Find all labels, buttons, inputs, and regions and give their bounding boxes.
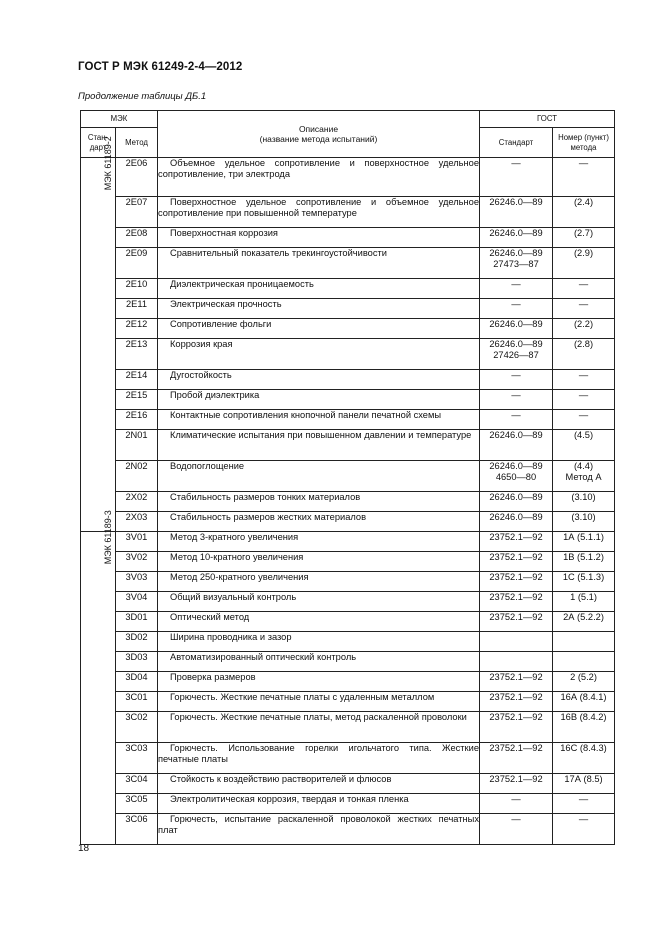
gost-method-number-line: (3.10) [571,492,596,502]
method-description: Электрическая прочность [158,299,480,319]
gost-standard [480,672,553,692]
gost-method-number [553,319,615,339]
gost-standard [480,461,553,492]
gost-standard-line: 23752.1—92 [489,592,543,602]
gost-method-number [553,774,615,794]
header-gost: ГОСТ [480,111,615,128]
gost-standard-line: 26246.0—89 [489,197,543,207]
table-row [81,774,615,794]
method-code: 2E09 [116,248,158,279]
method-code: 3D01 [116,612,158,632]
method-code: 3C05 [116,794,158,814]
table-row [81,692,615,712]
gost-method-number [553,794,615,814]
gost-method-number-line: (4.4) [573,461,594,471]
table-row [81,672,615,692]
header-description [158,111,480,158]
gost-method-number-line: — [578,279,589,289]
gost-method-number-line: 2А (5.2.2) [563,612,604,622]
method-code: 2X03 [116,512,158,532]
gost-method-number [553,552,615,572]
method-code: 2E15 [116,390,158,410]
table-row [81,430,615,461]
gost-standard-line: — [511,814,521,824]
gost-method-number-line: (2.2) [573,319,594,329]
gost-method-number [553,492,615,512]
gost-method-number-line: 1С (5.1.3) [562,572,605,582]
gost-standard-line: 23752.1—92 [489,532,543,542]
gost-method-number [553,390,615,410]
gost-method-number-line: 16В (8.4.2) [560,712,607,722]
table-row [81,461,615,492]
table-row [81,612,615,632]
header-gost-number [553,128,615,158]
table-row [81,743,615,774]
gost-method-number [553,197,615,228]
table-row [81,339,615,370]
table-row [81,552,615,572]
gost-standard-line: 23752.1—92 [489,612,543,622]
method-code: 2E12 [116,319,158,339]
method-code: 3D02 [116,632,158,652]
gost-method-number-line: 2 (5.2) [570,672,597,682]
header-description-sub: (название метода испытаний) [259,134,378,144]
method-code: 2E13 [116,339,158,370]
gost-standard [480,592,553,612]
method-code: 2E10 [116,279,158,299]
method-description: Общий визуальный контроль [158,592,480,612]
table-row [81,592,615,612]
gost-method-number-line: — [578,410,589,420]
table-row [81,248,615,279]
gost-standard [480,248,553,279]
gost-method-number [553,512,615,532]
gost-method-number-line: 1 (5.1) [570,592,597,602]
gost-method-number [553,672,615,692]
gost-standard [480,319,553,339]
method-code: 2E06 [116,158,158,197]
method-code: 3V01 [116,532,158,552]
gost-method-number [553,370,615,390]
gost-standard-line: 23752.1—92 [489,692,543,702]
gost-standard-line: 26246.0—89 [489,492,543,502]
table-row [81,814,615,845]
table-row [81,279,615,299]
method-description: Метод 10-кратного увеличения [158,552,480,572]
gost-method-number [553,279,615,299]
gost-standard-line: 23752.1—92 [489,672,543,682]
gost-standard [480,572,553,592]
gost-standard [480,430,553,461]
gost-method-number-line: — [578,814,589,824]
method-description: Горючесть. Жесткие печатные платы с удаленным металлом [158,692,480,712]
gost-standard [480,632,553,652]
table-row [81,632,615,652]
header-standard-l1: Стан- [87,133,109,142]
gost-method-number [553,461,615,492]
table-row [81,572,615,592]
gost-method-number-line: (2.7) [573,228,594,238]
gost-standard [480,410,553,430]
group-standard-label: МЭК 61189-2 [102,136,113,191]
gost-method-number-line: Метод А [565,471,602,482]
gost-method-number-line: — [578,158,589,168]
table-row [81,158,615,197]
table-caption: Продолжение таблицы ДБ.1 [78,91,207,102]
gost-standard-line: 26246.0—89 [489,339,543,349]
method-code: 2E11 [116,299,158,319]
gost-standard [480,228,553,248]
header-gost-number-l1: Номер (пункт) [558,133,609,142]
method-code: 2E14 [116,370,158,390]
gost-standard-line: — [511,158,521,168]
method-description: Диэлектрическая проницаемость [158,279,480,299]
gost-standard-line: 27426—87 [493,349,539,360]
method-code: 3V04 [116,592,158,612]
gost-method-number [553,743,615,774]
gost-standard [480,492,553,512]
method-code: 3D03 [116,652,158,672]
method-description: Автоматизированный оптический контроль [158,652,480,672]
gost-standard-line: 4650—80 [495,471,537,482]
document-title: ГОСТ Р МЭК 61249-2-4—2012 [78,61,243,73]
table-row [81,712,615,743]
gost-method-number [553,652,615,672]
method-code: 2E07 [116,197,158,228]
gost-standard-line: 23752.1—92 [489,552,543,562]
method-code: 3D04 [116,672,158,692]
gost-standard [480,743,553,774]
header-gost-standard: Стандарт [480,128,553,158]
method-description: Горючесть. Использование горелки игольчатого типа. Жесткие печатные платы [158,743,480,774]
gost-standard [480,370,553,390]
gost-standard-line: — [511,410,521,420]
gost-method-number [553,158,615,197]
gost-standard-line: 23752.1—92 [489,572,543,582]
gost-method-number [553,572,615,592]
method-description: Сопротивление фольги [158,319,480,339]
method-description: Стойкость к воздействию растворителей и флюсов [158,774,480,794]
header-description-title: Описание [298,124,339,134]
gost-method-number [553,248,615,279]
method-code: 3C04 [116,774,158,794]
gost-standard [480,814,553,845]
gost-method-number-line: — [578,299,589,309]
gost-standard [480,299,553,319]
table-row [81,492,615,512]
method-code: 3V02 [116,552,158,572]
gost-method-number-line: 17А (8.5) [564,774,603,784]
gost-method-number-line: (4.5) [573,430,594,440]
gost-method-number-line: (2.9) [573,248,594,258]
method-description: Поверхностная коррозия [158,228,480,248]
gost-standard-line: 26246.0—89 [489,228,543,238]
gost-standard [480,552,553,572]
method-code: 2N02 [116,461,158,492]
header-standard-l2: дарт [89,142,107,152]
gost-method-number [553,228,615,248]
gost-standard-line: 23752.1—92 [489,712,543,722]
gost-method-number-line: (2.8) [573,339,594,349]
method-code: 2E16 [116,410,158,430]
gost-standard-line: — [511,370,521,380]
method-code: 3C01 [116,692,158,712]
method-description: Метод 250-кратного увеличения [158,572,480,592]
method-description: Водопоглощение [158,461,480,492]
table-row [81,390,615,410]
table-row [81,532,615,552]
gost-method-number [553,592,615,612]
gost-method-number [553,814,615,845]
gost-method-number-line: 1В (5.1.2) [563,552,604,562]
gost-method-number-line: (3.10) [571,512,596,522]
method-code: 3C06 [116,814,158,845]
method-description: Электролитическая коррозия, твердая и тонкая пленка [158,794,480,814]
table-row [81,228,615,248]
gost-method-number-line: — [578,370,589,380]
gost-method-number [553,339,615,370]
gost-standard [480,652,553,672]
method-description: Контактные сопротивления кнопочной панели печатной схемы [158,410,480,430]
method-code: 3C03 [116,743,158,774]
gost-standard [480,612,553,632]
gost-standard-line: 26246.0—89 [489,248,543,258]
method-description: Метод 3-кратного увеличения [158,532,480,552]
table-row [81,370,615,390]
method-description: Объемное удельное сопротивление и поверхностное удельное сопротивление, три электрода [158,158,480,197]
method-description: Проверка размеров [158,672,480,692]
group-standard-cell [81,510,116,845]
gost-method-number-line: — [578,390,589,400]
method-code: 2E08 [116,228,158,248]
method-description: Пробой диэлектрика [158,390,480,410]
gost-standard [480,512,553,532]
gost-method-number [553,692,615,712]
gost-standard [480,158,553,197]
gost-method-number [553,632,615,652]
method-code: 3V03 [116,572,158,592]
gost-standard-line: 26246.0—89 [489,461,543,471]
header-row-top [81,111,615,128]
gost-standard [480,390,553,410]
gost-standard [480,279,553,299]
method-description: Горючесть, испытание раскаленной проволокой жестких печатных плат [158,814,480,845]
method-description: Стабильность размеров тонких материалов [158,492,480,512]
method-description: Дугостойкость [158,370,480,390]
gost-method-number [553,712,615,743]
gost-method-number-line: (2.4) [573,197,594,207]
gost-standard-line: 26246.0—89 [489,430,543,440]
correspondence-table [80,110,615,845]
table-row [81,410,615,430]
gost-standard [480,712,553,743]
table-row [81,794,615,814]
gost-method-number [553,612,615,632]
method-description: Оптический метод [158,612,480,632]
gost-method-number-line: 16С (8.4.3) [560,743,607,753]
gost-standard [480,774,553,794]
page-number: 18 [78,843,90,854]
gost-method-number-line: — [578,794,589,804]
gost-standard-line: — [511,794,521,804]
method-description: Поверхностное удельное сопротивление и объемное удельное сопротивление при повышенной температуре [158,197,480,228]
header-method: Метод [116,128,158,158]
table-row [81,319,615,339]
header-iec: МЭК [81,111,158,128]
gost-standard [480,692,553,712]
gost-standard-line: — [511,279,521,289]
gost-standard-line: — [511,299,521,309]
table-row [81,299,615,319]
gost-standard [480,794,553,814]
gost-standard-line: 23752.1—92 [489,774,543,784]
method-description: Климатические испытания при повышенном давлении и температуре [158,430,480,461]
table-row [81,512,615,532]
method-code: 3C02 [116,712,158,743]
table-row [81,652,615,672]
method-description: Стабильность размеров жестких материалов [158,512,480,532]
method-description: Сравнительный показатель трекингоустойчивости [158,248,480,279]
group-standard-label: МЭК 61189-3 [102,510,113,565]
gost-standard-line: 26246.0—89 [489,512,543,522]
gost-standard [480,532,553,552]
gost-method-number [553,299,615,319]
gost-method-number-line: 1А (5.1.1) [563,532,604,542]
gost-standard [480,339,553,370]
header-gost-number-l2: метода [570,142,597,152]
gost-method-number [553,410,615,430]
gost-method-number-line: 16А (8.4.1) [560,692,607,702]
method-description: Горючесть. Жесткие печатные платы, метод раскаленной проволоки [158,712,480,743]
gost-standard-line: 26246.0—89 [489,319,543,329]
method-description: Ширина проводника и зазор [158,632,480,652]
method-code: 2N01 [116,430,158,461]
gost-standard [480,197,553,228]
gost-method-number [553,532,615,552]
method-description: Коррозия края [158,339,480,370]
method-code: 2X02 [116,492,158,512]
gost-standard-line: 27473—87 [493,258,539,269]
gost-standard-line: — [511,390,521,400]
table-row [81,197,615,228]
gost-method-number [553,430,615,461]
gost-standard-line: 23752.1—92 [489,743,543,753]
